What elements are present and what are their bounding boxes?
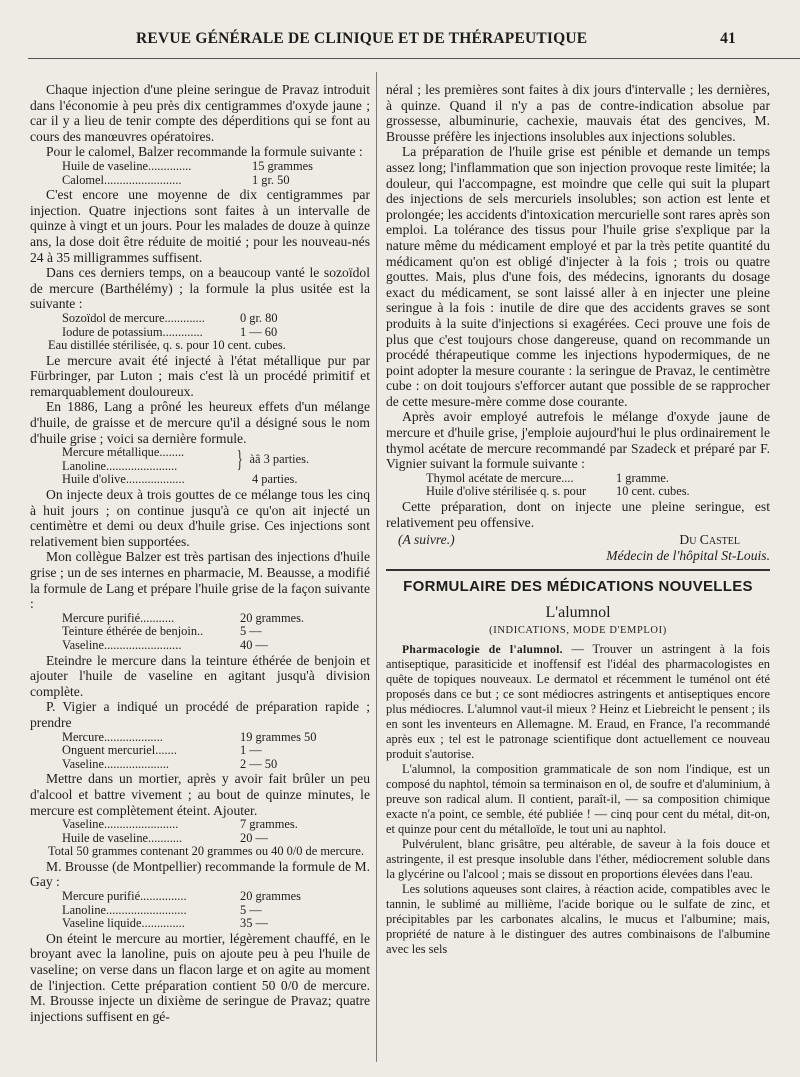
formula-calomel — [62, 160, 370, 187]
author-name: Du Castel — [679, 532, 740, 548]
author-role: Médecin de l'hôpital St-Louis. — [606, 547, 770, 563]
ingredient: Huile de vaseline.............. — [62, 159, 192, 173]
article-subtitle: (INDICATIONS, MODE D'EMPLOI) — [489, 624, 667, 636]
ingredient: Vaseline liquide.............. — [62, 917, 185, 931]
formula-note: Total 50 grammes contenant 20 grammes ou 40 0/0 de mercure. — [48, 844, 365, 859]
page-number: 41 — [720, 30, 736, 47]
header-rule — [28, 58, 800, 59]
formula-lang-oil — [62, 473, 370, 487]
formula-row — [62, 312, 370, 326]
article-body — [386, 642, 770, 957]
formula-vigier-addition — [62, 818, 370, 845]
paragraph: Pour le calomel, Balzer recommande la formule suivante : — [46, 144, 363, 160]
paragraph: Pulvérulent, blanc grisâtre, peu altérable, de saveur à la fois douce et astringente, il est presque insoluble dans l'éther, médiocrement soluble dans la glycérine ou l'alcool ; mais se dissout en proportions élevées dans l'eau. — [386, 837, 770, 882]
ingredient: Calomel......................... — [62, 173, 182, 187]
quantity: 5 — — [240, 624, 262, 639]
paragraph: Chaque injection d'une pleine seringue de Pravaz introduit dans l'économie à peu près dix centigrammes d'oxyde jaune ; car il y a lieu de tenir compte des déperditions qui se font au cours des manœuvres opératoires. — [30, 82, 370, 144]
quantity: 35 — — [240, 916, 268, 931]
quantity: 5 — — [240, 902, 262, 917]
paragraph: L'alumnol, la composition grammaticale de son nom l'indique, est un composé du naphtol, témoin sa terminaison en ol, de soufre et d'aluminium, à preuve son radical alum. Il contient, paraît-il, — sa composition chimique exacte n'a point, ce semble, été publiée ! — cinq pour cent du métal, dit-on, et quinze pour cent du métalloïde, le tout uni au naphtol. — [386, 762, 770, 837]
formula-row — [426, 485, 770, 499]
paragraph — [386, 642, 770, 762]
left-column — [30, 82, 370, 1024]
formula-row — [426, 472, 770, 486]
formula-note: Eau distillée stérilisée, q. s. pour 10 cent. cubes. — [48, 338, 286, 353]
paragraph: néral ; les premières sont faites à dix jours d'intervalle ; les dernières, à quinze. Quand il n'y a pas de contre-indication absolue par grossesse, albuminurie, cachexie, mauvais état des gencives, M. Brousse préfère les injections insolubles aux injections solubles. — [386, 82, 770, 144]
formula-row — [62, 890, 370, 904]
formula-row — [62, 625, 370, 639]
ingredient: Lanoline.......................... — [62, 903, 187, 917]
ingredient: Thymol acétate de mercure.... — [426, 471, 574, 485]
quantity: 1 gr. 50 — [252, 172, 290, 187]
paragraph: En 1886, Lang a prôné les heureux effets d'un mélange d'huile, de graisse et de mercure qu'il a désigné sous le nom d'huile grise ; voici sa dernière formule. — [30, 399, 370, 446]
paragraph-lead: Pharmacologie de l'alumnol. — [402, 643, 563, 657]
quantity: 15 grammes — [252, 158, 313, 173]
formula-row — [62, 160, 370, 174]
formula-row — [62, 731, 370, 745]
column-divider — [376, 72, 377, 1062]
formula-row — [62, 326, 370, 340]
formula-sozoidol — [62, 312, 370, 339]
signature-line — [386, 532, 770, 548]
paragraph: Le mercure avait été injecté à l'état métallique pur par Fürbringer, par Luton ; mais c'est là un procédé primitif et remarquablement douloureux. — [30, 352, 370, 399]
ingredient: Vaseline........................ — [62, 818, 179, 832]
quantity: 1 — 60 — [240, 324, 278, 339]
ingredient: Teinture éthérée de benjoin.. — [62, 625, 204, 639]
ingredient: Iodure de potassium............. — [62, 325, 203, 339]
paragraph: Mon collègue Balzer est très partisan des injections d'huile grise ; un de ses internes en pharmacie, M. Beausse, a modifié la formule de Lang et prépare l'huile grise de la façon suivante : — [30, 549, 370, 612]
formula-row — [62, 744, 370, 758]
quantity: 20 grammes — [240, 889, 301, 904]
paragraph: Mettre dans un mortier, après y avoir fait brûler un peu d'alcool et battre vivement ; au bout de quinze minutes, le mercure est complètement éteint. Ajouter. — [30, 771, 370, 818]
ingredient: Onguent mercuriel....... — [62, 744, 177, 758]
to-be-continued: (A suivre.) — [398, 532, 455, 548]
paragraph-text: — Trouver un astringent à la fois antiseptique, parasiticide et inoffensif est l'idéal des pharmacologistes en quête de topiques nouveaux. Le dermatol et récemment le tuménol ont été proposés dans ce but ; ce sont médiocres astringents et antiseptiques encore plus médiocres. L'alumnol vaut-il mieux ? Heinz et Liebreicht le pensent ; ils en sont les inventeurs en Allemagne. M. Eraud, en France, l'a recommandé après eux ; tel est le patronage scientifique dont actuellement ce nouveau produit s'autorise. — [386, 642, 770, 762]
ingredient: Mercure purifié............... — [62, 890, 187, 904]
paragraph: C'est encore une moyenne de dix centigrammes par injection. Quatre injections sont faites à un intervalle de quinze à vingt et un jours. Pour les malades de douze à quinze ans, la dose doit être réduite de moitié ; pour les nouveau-nés 24 à 35 milligrammes suffisent. — [30, 187, 370, 265]
formula-lang — [62, 446, 370, 473]
formula-row — [62, 832, 370, 846]
quantity: 1 — — [240, 743, 262, 758]
ingredient: Huile d'olive stérilisée q. s. pour — [426, 485, 587, 499]
quantity: 2 — 50 — [240, 756, 278, 771]
ingredient: Mercure................... — [62, 730, 163, 744]
paragraph: On éteint le mercure au mortier, légèrement chauffé, en le broyant avec la lanoline, puis on ajoute peu à peu l'huile de vaseline; on verse dans un flacon large et on agite au moment de l'injection. Cette préparation contient 50 0/0 de mercure. M. Brousse injecte un dixième de seringue de Pravaz; quatre injections suffisent en gé- — [30, 930, 370, 1024]
ingredient: Mercure métallique........ — [62, 445, 185, 460]
quantity: 19 grammes 50 — [240, 729, 317, 744]
formula-vigier — [62, 731, 370, 772]
quantity: 40 — — [240, 637, 268, 652]
right-column — [386, 82, 770, 957]
quantity: àâ 3 parties. — [249, 452, 310, 467]
paragraph: On injecte deux à trois gouttes de ce mélange tous les cinq à huit jours ; on continue jusqu'à ce qu'on ait injecté un centimètre et demi ou deux d'huile grise. Ces injections sont relativement bien supportées. — [30, 487, 370, 549]
braced-ingredients — [62, 446, 230, 473]
quantity: 4 parties. — [252, 472, 298, 487]
paragraph: P. Vigier a indiqué un procédé de préparation rapide ; prendre — [30, 699, 370, 730]
ingredient: Vaseline......................... — [62, 638, 182, 652]
ingredient: Mercure purifié........... — [62, 611, 175, 625]
ingredient: Vaseline..................... — [62, 757, 170, 771]
signature-block — [386, 532, 770, 563]
ingredient: Huile de vaseline........... — [62, 831, 183, 845]
formula-row — [62, 612, 370, 626]
formula-thymol — [426, 472, 770, 499]
formula-row — [62, 174, 370, 188]
formula-row — [62, 917, 370, 931]
formula-row — [62, 904, 370, 918]
ingredient: Sozoïdol de mercure............. — [62, 311, 205, 325]
formula-row — [62, 758, 370, 772]
formula-row — [62, 639, 370, 653]
ingredient: Huile d'olive................... — [62, 473, 185, 487]
formula-gay — [62, 890, 370, 931]
formula-row — [62, 818, 370, 832]
paragraph: Les solutions aqueuses sont claires, à réaction acide, compatibles avec le tannin, le sublimé au millième, l'acide borique ou le sulfate de zinc, et précipitables par les carbonates alcalins, le mucus et l'albumine; mais, propriété de nature à le distinguer des autres combinaisons de l'albumine avec les sels — [386, 882, 770, 957]
paragraph: Eteindre le mercure dans la teinture éthérée de benjoin et ajouter l'huile de vaseline en agitant jusqu'à division complète. — [30, 652, 370, 699]
quantity: 7 grammes. — [240, 817, 298, 832]
quantity: 10 cent. cubes. — [616, 484, 690, 499]
quantity: 20 grammes. — [240, 610, 305, 625]
journal-title: REVUE GÉNÉRALE DE CLINIQUE ET DE THÉRAPEUTIQUE — [136, 30, 588, 47]
section-rule — [386, 569, 770, 571]
quantity: 0 gr. 80 — [240, 310, 278, 325]
quantity: 20 — — [240, 830, 268, 845]
formula-beausse — [62, 612, 370, 653]
section-title: FORMULAIRE DES MÉDICATIONS NOUVELLES — [403, 578, 753, 596]
ingredient: Lanoline....................... — [62, 458, 178, 473]
quantity: 1 gramme. — [616, 470, 669, 485]
formula-row — [62, 473, 370, 487]
paragraph: La préparation de l'huile grise est pénible et demande un temps assez long; l'inflammation que son injection provoque reste limitée; la douleur, qui l'accompagne, est moindre que celle qui suit la plupart des injections de sels mercuriels insolubles; son action est lente et prolongée; les accidents d'intoxication mercurielle sont rares après son emploi. La tolérance des tissus pour l'huile grise s'explique par la nature même du médicament employé et par la très petite quantité du médicament qu'on est obligé d'injecter à la fois ; trois ou quatre gouttes. Mais, plus d'une fois, des médecins, ignorants du dosage exact du médicament, se sont laissé aller à en injecter une pleine seringue à la fois : inutile de dire que des accidents graves se sont produits à la suite d'injections si exagérées. Ceci prouve une fois de plus que c'est toujours chose dangereuse, quand on recommande un procédé thérapeutique comme les injections hypodermiques, de ne point adopter la mesure courante : la seringue de Pravaz, le centimètre cube : on doit toujours s'efforcer autant que possible de se rapprocher de cette mesure-mère comme dose courante. — [386, 144, 770, 409]
paragraph: Dans ces derniers temps, on a beaucoup vanté le sozoïdol de mercure (Barthélémy) ; la formule la plus usitée est la suivante : — [30, 265, 370, 312]
paragraph: M. Brousse (de Montpellier) recommande la formule de M. Gay : — [30, 858, 370, 890]
running-header — [96, 30, 736, 50]
paragraph: Cette préparation, dont on injecte une pleine seringue, est relativement peu offensive. — [386, 499, 770, 530]
article-title: L'alumnol — [545, 604, 611, 621]
paragraph: Après avoir employé autrefois le mélange d'oxyde jaune de mercure et d'huile grise, j'emploie aujourd'hui le plus ordinairement le thymol acétate de mercure recommandé par Szadeck et préparé par F. Vignier suivant la formule suivante : — [386, 409, 770, 472]
brace: } — [236, 446, 243, 473]
